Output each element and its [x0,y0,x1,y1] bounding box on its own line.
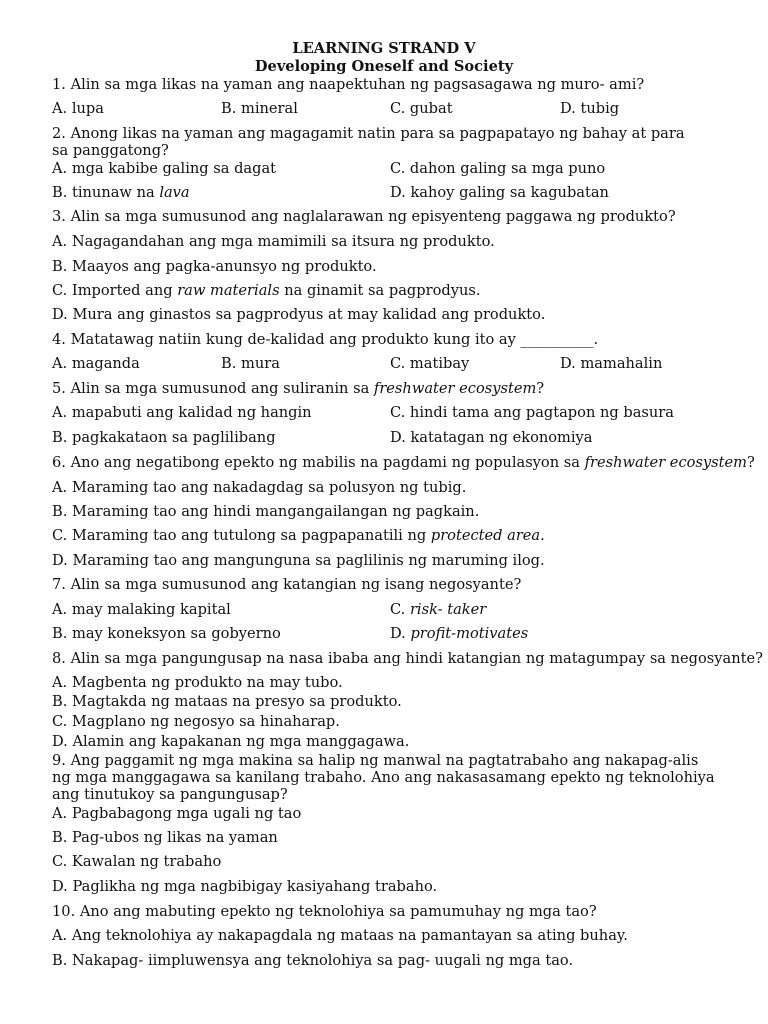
q2-option-d: D. kahoy galing sa kagubatan [390,184,609,201]
q10-option-b: B. Nakapag- iimpluwensya ang teknolohiya sa pag- uugali ng mga tao. [52,952,574,969]
q1-option-c: C. gubat [390,100,453,117]
q6-option-b: B. Maraming tao ang hindi mangangailangan ng pagkain. [52,503,480,520]
question-7: 7. Alin sa mga sumusunod ang katangian ng isang negosyante? [52,576,522,593]
q2-option-a: A. mga kabibe galing sa dagat [52,160,277,177]
question-9: 9. Ang paggamit ng mga makina sa halip ng manwal na pagtatrabaho ang nakapag-alis ng mga manggagawa sa kanilang trabaho. Ano ang nakasasamang epekto ng teknolohiya ang tinutukoy sa pangungusap? [52,752,715,803]
q8-option-c: C. Magplano ng negosyo sa hinaharap. [52,713,340,730]
question-6: 6. Ano ang negatibong epekto ng mabilis na pagdami ng populasyon sa freshwater ecosystem? [52,454,755,471]
q3-option-d: D. Mura ang ginastos sa pagprodyus at may kalidad ang produkto. [52,306,546,323]
question-5: 5. Alin sa mga sumusunod ang suliranin sa freshwater ecosystem? [52,380,545,397]
question-4: 4. Matatawag natiin kung de-kalidad ang produkto kung ito ay __________. [52,331,599,348]
question-10: 10. Ano ang mabuting epekto ng teknolohiya sa pamumuhay ng mga tao? [52,903,597,920]
q8-option-d: D. Alamin ang kapakanan ng mga manggagawa. [52,733,410,750]
question-2: 2. Anong likas na yaman ang magagamit natin para sa pagpapatayo ng bahay at para sa panggatong? [52,125,685,159]
q3-option-b: B. Maayos ang pagka-anunsyo ng produkto. [52,258,377,275]
question-3: 3. Alin sa mga sumusunod ang naglalarawan ng episyenteng paggawa ng produkto? [52,208,676,225]
q2-option-b: B. tinunaw na lava [52,184,190,201]
q7-option-a: A. may malaking kapital [52,601,231,618]
q4-option-c: C. matibay [390,355,470,372]
q1-option-b: B. mineral [221,100,298,117]
q5-option-b: B. pagkakataon sa paglilibang [52,429,276,446]
q8-option-a: A. Magbenta ng produkto na may tubo. [52,674,343,691]
q9-option-c: C. Kawalan ng trabaho [52,853,222,870]
document-subtitle: Developing Oneself and Society [254,58,514,75]
q3-option-a: A. Nagagandahan ang mga mamimili sa itsura ng produkto. [52,233,495,250]
q4-option-a: A. maganda [52,355,140,372]
q5-option-d: D. katatagan ng ekonomiya [390,429,593,446]
q6-option-a: A. Maraming tao ang nakadagdag sa polusyon ng tubig. [52,479,467,496]
q9-option-a: A. Pagbabagong mga ugali ng tao [52,805,302,822]
q8-option-b: B. Magtakda ng mataas na presyo sa produkto. [52,693,402,710]
q1-option-d: D. tubig [560,100,620,117]
q7-option-c: C. risk- taker [390,601,487,618]
q7-option-d: D. profit-motivates [390,625,529,642]
q10-option-a: A. Ang teknolohiya ay nakapagdala ng mataas na pamantayan sa ating buhay. [52,927,628,944]
q9-option-b: B. Pag-ubos ng likas na yaman [52,829,278,846]
q2-option-c: C. dahon galing sa mga puno [390,160,606,177]
q5-option-a: A. mapabuti ang kalidad ng hangin [52,404,312,421]
q6-option-d: D. Maraming tao ang mangunguna sa paglilinis ng maruming ilog. [52,552,545,569]
q9-option-d: D. Paglikha ng mga nagbibigay kasiyahang trabaho. [52,878,438,895]
q4-option-d: D. mamahalin [560,355,663,372]
question-8: 8. Alin sa mga pangungusap na nasa ibaba ang hindi katangian ng matagumpay sa negosyante? [52,650,763,667]
question-1: 1. Alin sa mga likas na yaman ang naapektuhan ng pagsasagawa ng muro- ami? [52,76,645,93]
q7-option-b: B. may koneksyon sa gobyerno [52,625,281,642]
q1-option-a: A. lupa [52,100,104,117]
q6-option-c: C. Maraming tao ang tutulong sa pagpapanatili ng protected area. [52,527,545,544]
document-title: LEARNING STRAND V [292,40,476,57]
q5-option-c: C. hindi tama ang pagtapon ng basura [390,404,674,421]
q4-option-b: B. mura [221,355,280,372]
q3-option-c: C. Imported ang raw materials na ginamit sa pagprodyus. [52,282,481,299]
